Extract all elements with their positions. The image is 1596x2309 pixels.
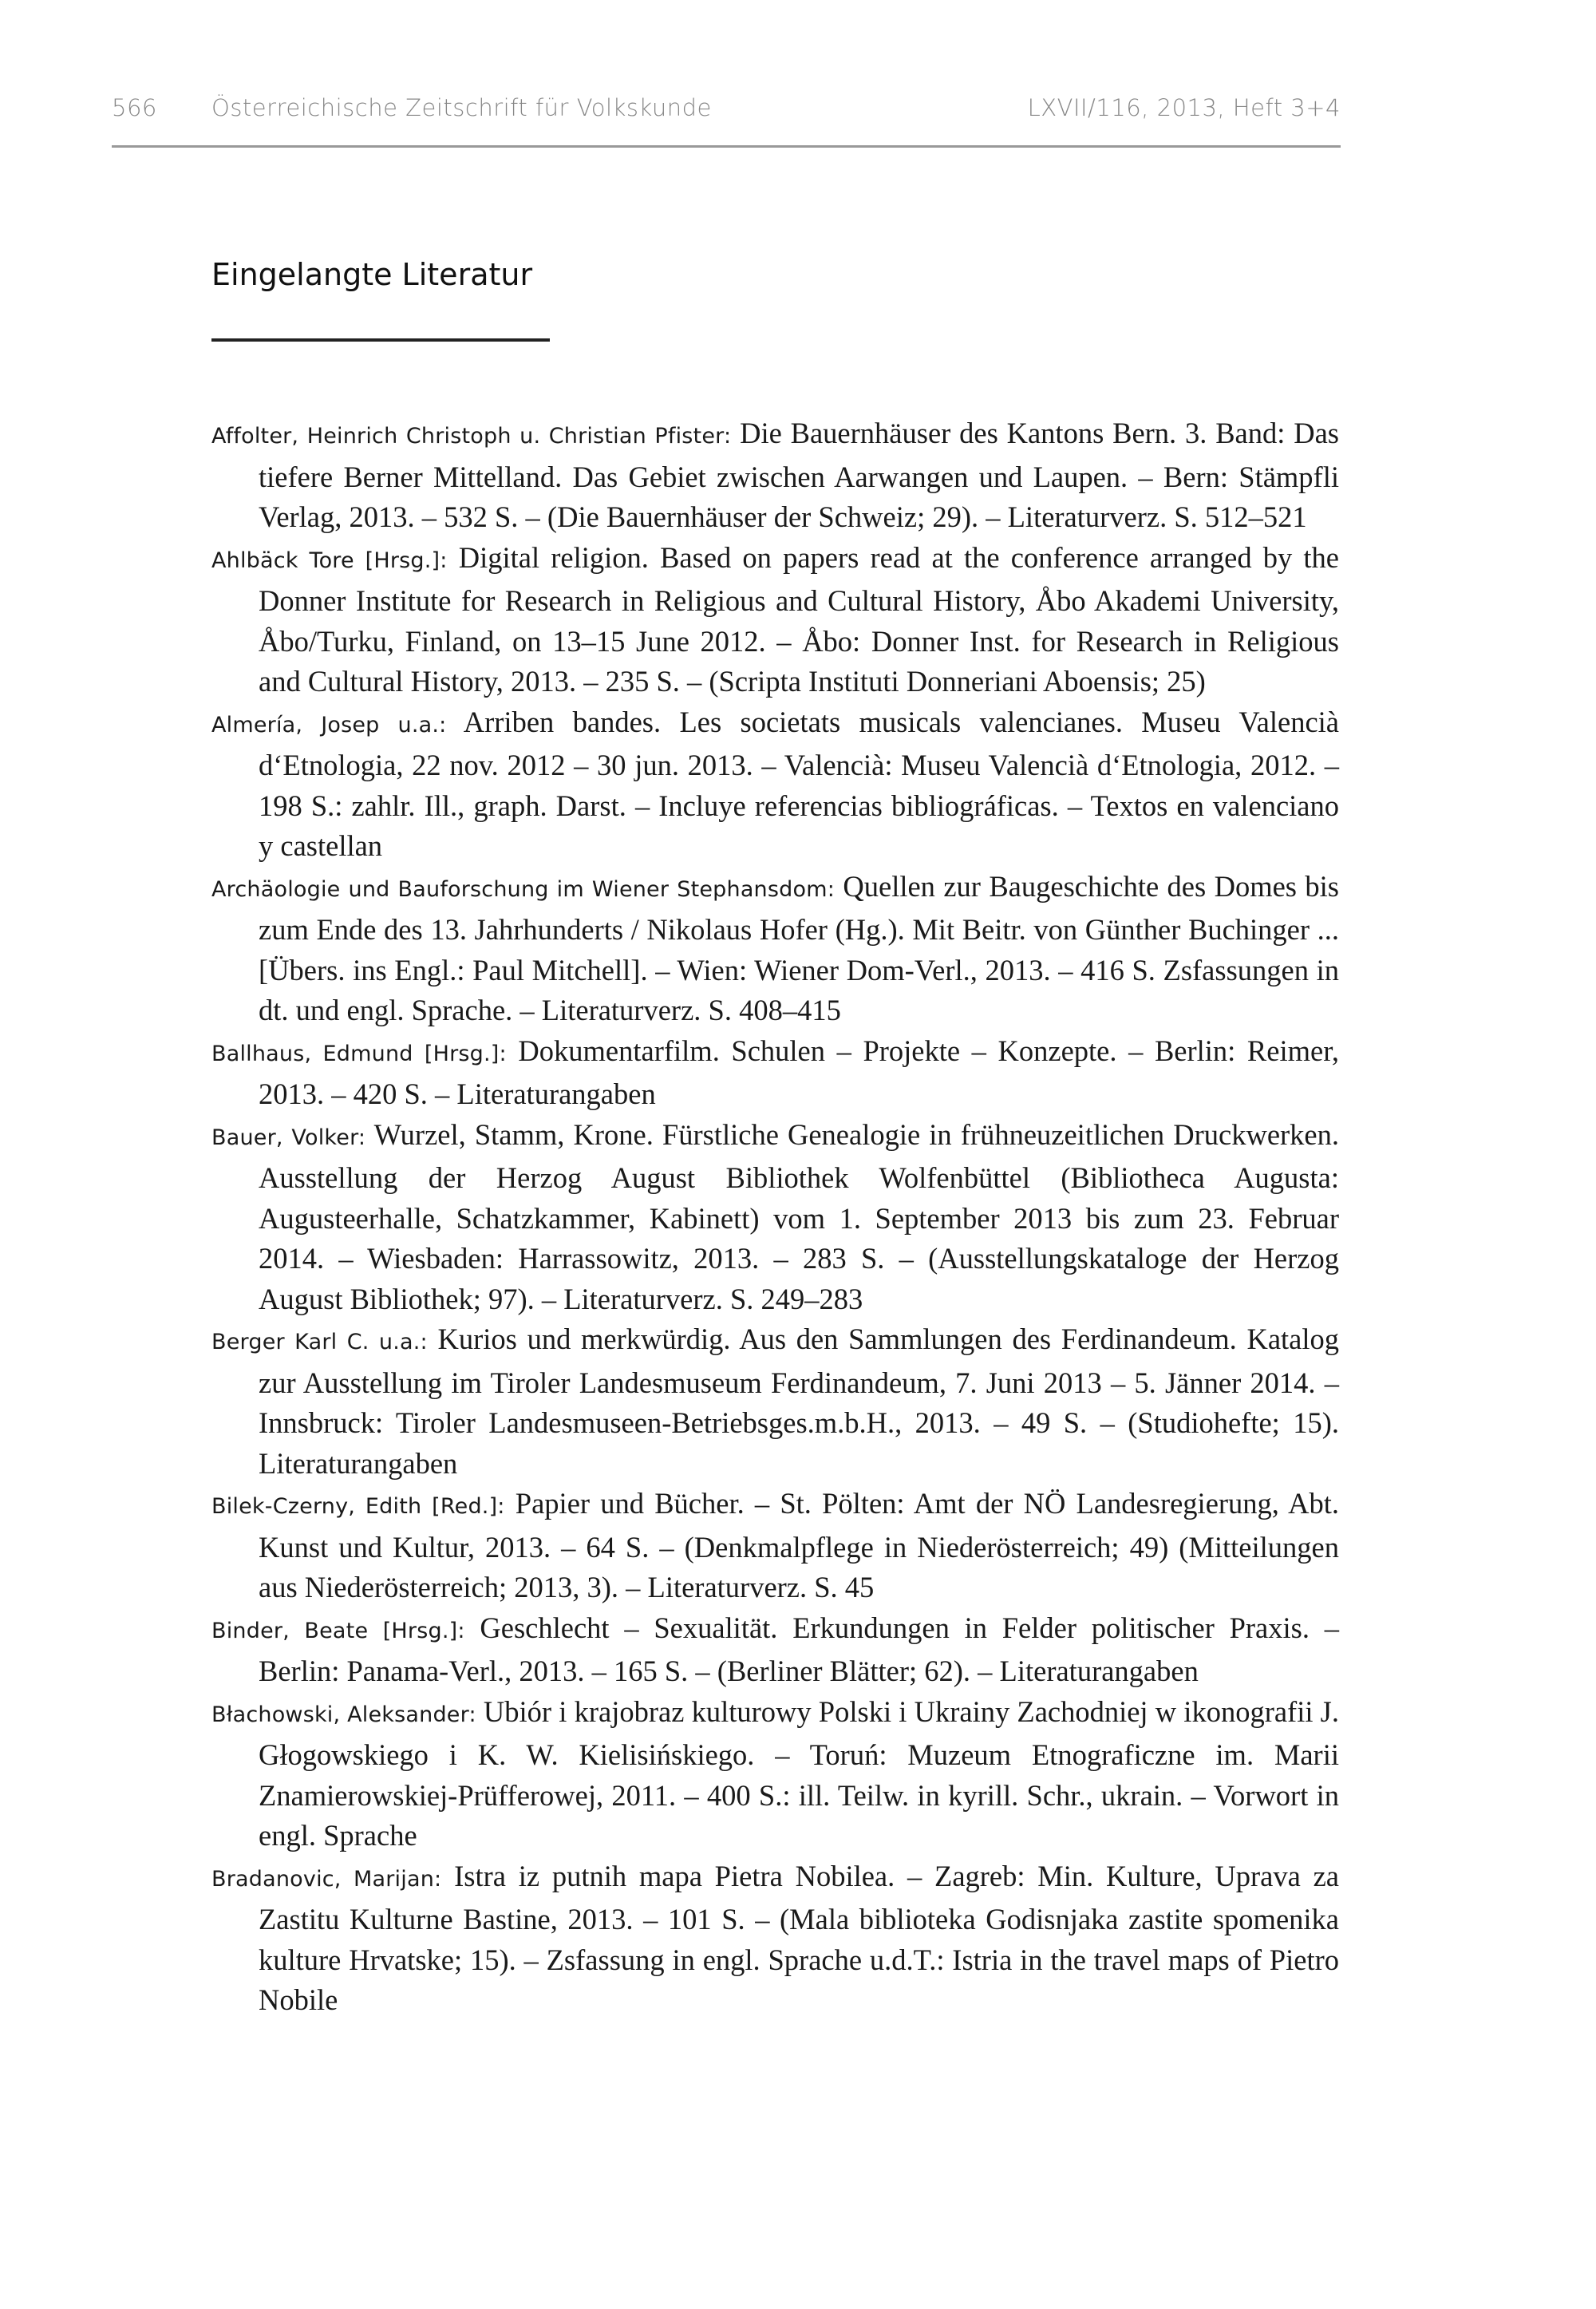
journal-title: Österreichische Zeitschrift für Volkskunde — [211, 94, 712, 121]
bibliography-entry — [211, 1031, 1339, 1115]
entry-author: Błachowski, Aleksander: — [211, 1702, 476, 1727]
entry-author: Berger Karl C. u.a.: — [211, 1330, 428, 1354]
bibliography-entry — [211, 1484, 1339, 1608]
bibliography-entry — [211, 1692, 1339, 1856]
bibliography-list — [211, 413, 1339, 2021]
bibliography-entry — [211, 702, 1339, 867]
entry-text: Ubiór i krajobraz kulturowy Polski i Ukrainy Zachodniej w ikonografii J. Głogowskiego i K. W. Kielisińskiego. – Toruń: Muzeum Etnograficzne im. Marii Znamierowskiej-Prüfferowej, 2011. – 400 S.: ill. Teilw. in kyrill. Schr., ukrain. – Vorwort in engl. Sprache — [259, 1694, 1339, 1852]
entry-text: Istra iz putnih mapa Pietra Nobilea. – Zagreb: Min. Kulture, Uprava za Zastitu Kulturne Bastine, 2013. – 101 S. – (Mala biblioteka Godisnjaka zastite spomenika kulture Hrvatske; 15). – Zsfassung in engl. Sprache u.d.T.: Istria in the travel maps of Pietro Nobile — [259, 1859, 1339, 2016]
entry-text: Geschlecht – Sexualität. Erkundungen in Felder politischer Praxis. – Berlin: Panama-Verl., 2013. – 165 S. – (Berliner Blätter; 62). – Literaturangaben — [259, 1611, 1339, 1687]
entry-author: Binder, Beate [Hrsg.]: — [211, 1618, 465, 1643]
bibliography-entry — [211, 867, 1339, 1031]
entry-author: Ballhaus, Edmund [Hrsg.]: — [211, 1041, 507, 1066]
issue-info: LXVII/116, 2013, Heft 3+4 — [1027, 94, 1341, 121]
entry-text: Die Bauernhäuser des Kantons Bern. 3. Band: Das tiefere Berner Mittelland. Das Gebiet zwischen Aarwangen und Laupen. – Bern: Stämpfli Verlag, 2013. – 532 S. – (Die Bauernhäuser der Schweiz; 29). – Literaturverz. S. 512–521 — [259, 417, 1339, 533]
section-title: Eingelangte Literatur — [211, 257, 533, 292]
entry-author: Ahlbäck Tore [Hrsg.]: — [211, 548, 448, 573]
entry-author: Archäologie und Bauforschung im Wiener Stephansdom: — [211, 876, 835, 902]
entry-author: Bauer, Volker: — [211, 1125, 366, 1150]
entry-text: Wurzel, Stamm, Krone. Fürstliche Genealogie in frühneuzeitlichen Druckwerken. Ausstellung der Herzog August Bibliothek Wolfenbüttel (Bibliotheca Augusta: Augusteerhalle, Schatzkammer, Kabinett) vom 1. September 2013 bis zum 23. Februar 2014. – Wiesbaden: Harrassowitz, 2013. – 283 S. – (Ausstellungskataloge der Herzog August Bibliothek; 97). – Literaturverz. S. 249–283 — [259, 1117, 1339, 1315]
entry-text: Digital religion. Based on papers read at the conference arranged by the Donner Institute for Research in Religious and Cultural History, Åbo Akademi University, Åbo/Turku, Finland, on 13–15 June 2012. – Åbo: Donner Inst. for Research in Religious and Cultural History, 2013. – 235 S. – (Scripta Instituti Donneriani Aboensis; 25) — [259, 540, 1339, 698]
entry-text: Dokumentarfilm. Schulen – Projekte – Konzepte. – Berlin: Reimer, 2013. – 420 S. – Literaturangaben — [259, 1034, 1340, 1110]
title-underline — [211, 338, 550, 342]
entry-text: Arriben bandes. Les societats musicals valencianes. Museu Valencià d‘Etnologia, 22 nov. 2012 – 30 jun. 2013. – Valencià: Museu Valencià d‘Etnologia, 2012. – 198 S.: zahlr. Ill., graph. Darst. – Incluye referencias bibliográficas. – Textos en valenciano y castellan — [259, 705, 1339, 862]
page-number: 566 — [112, 94, 157, 121]
bibliography-entry — [211, 1115, 1339, 1320]
entry-text: Quellen zur Baugeschichte des Domes bis zum Ende des 13. Jahrhunderts / Nikolaus Hofer (Hg.). Mit Beitr. von Günther Buchinger ... [Übers. ins Engl.: Paul Mitchell]. – Wien: Wiener Dom-Verl., 2013. – 416 S. Zsfassungen in dt. und engl. Sprache. – Literaturverz. S. 408–415 — [259, 869, 1339, 1026]
running-header — [112, 89, 1341, 148]
bibliography-entry — [211, 1608, 1339, 1692]
bibliography-entry — [211, 413, 1339, 538]
entry-text: Papier und Bücher. – St. Pölten: Amt der NÖ Landesregierung, Abt. Kunst und Kultur, 2013. – 64 S. – (Denkmalpflege in Niederösterreich; 49) (Mitteilungen aus Niederösterreich; 2013, 3). – Literaturverz. S. 45 — [259, 1487, 1339, 1603]
entry-author: Almería, Josep u.a.: — [211, 712, 447, 737]
bibliography-entry — [211, 1319, 1339, 1484]
entry-author: Bradanovic, Marijan: — [211, 1866, 442, 1892]
bibliography-entry — [211, 1856, 1339, 2021]
entry-author: Bilek-Czerny, Edith [Red.]: — [211, 1494, 505, 1519]
bibliography-entry — [211, 538, 1339, 702]
entry-author: Affolter, Heinrich Christoph u. Christian Pfister: — [211, 424, 732, 449]
entry-text: Kurios und merkwürdig. Aus den Sammlungen des Ferdinandeum. Katalog zur Ausstellung im Tiroler Landesmuseum Ferdinandeum, 7. Juni 2013 – 5. Jänner 2014. – Innsbruck: Tiroler Landesmuseen-Betriebsges.m.b.H., 2013. – 49 S. – (Studiohefte; 15). Literaturangaben — [259, 1323, 1339, 1480]
